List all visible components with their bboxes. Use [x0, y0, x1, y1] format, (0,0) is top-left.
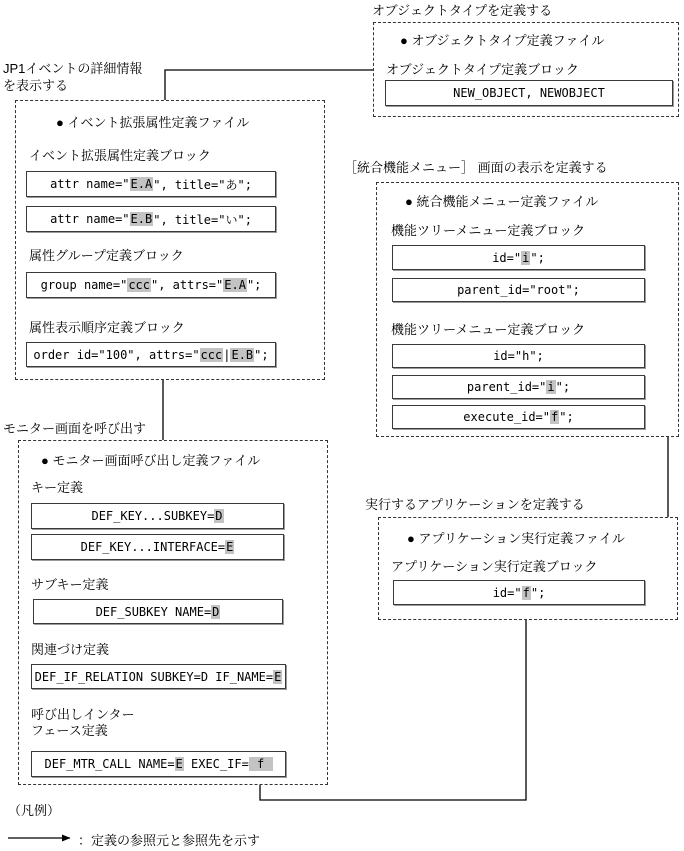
code-highlight: i	[547, 380, 555, 394]
code-text: ", attrs="	[151, 278, 224, 292]
caption-event-attr-line2: を表示する	[3, 78, 69, 93]
block-label-key: キー定義	[31, 480, 84, 495]
code-highlight: E.A	[224, 278, 246, 292]
caption-menu: ［統合機能メニュー］ 画面の表示を定義する	[344, 160, 608, 175]
code-text: ", title="あ";	[153, 177, 252, 192]
code-highlight: f	[551, 410, 559, 424]
code-text: DEF_KEY...INTERFACE=	[80, 540, 226, 554]
file-title-monitor: ● モニター画面呼び出し定義ファイル	[41, 453, 261, 468]
code-text: ";	[530, 585, 546, 600]
code-text: DEF_IF_RELATION SUBKEY=D IF_NAME=	[34, 669, 274, 684]
code-box-parent-i	[392, 375, 645, 399]
block-label-attr-order: 属性表示順序定義ブロック	[29, 320, 185, 335]
file-box-event-attr	[15, 100, 325, 380]
file-title-app: ● アプリケーション実行定義ファイル	[407, 531, 625, 546]
code-highlight: f	[522, 585, 530, 600]
code-box-execute-f	[392, 405, 645, 429]
caption-event-attr	[3, 60, 142, 94]
legend-arrow-description: ：定義の参照元と参照先を示す	[78, 833, 261, 848]
block-label-event-attr-1: イベント拡張属性定義ブロック	[29, 148, 211, 163]
block-label-call-interface-line1: 呼び出しインター	[31, 707, 135, 722]
code-highlight: D	[215, 509, 223, 523]
block-label-app: アプリケーション実行定義ブロック	[391, 559, 598, 574]
code-text: execute_id="	[463, 410, 550, 424]
code-text: attr name="	[50, 177, 130, 191]
code-box-def-if-relation	[31, 664, 286, 689]
connector-eventattr-to-objecttype	[165, 70, 375, 100]
code-text: attr name="	[50, 212, 130, 226]
code-box-new-object	[385, 80, 673, 106]
code-text: ";	[246, 278, 262, 292]
code-highlight: ccc	[200, 347, 223, 362]
file-title-event-attr: ● イベント拡張属性定義ファイル	[56, 115, 250, 130]
code-text: DEF_SUBKEY NAME=	[95, 604, 212, 619]
code-text: DEF_KEY...SUBKEY=	[91, 509, 215, 523]
code-text: ";	[254, 347, 269, 362]
caption-object-type: オブジェクトタイプを定義する	[372, 3, 553, 18]
code-text: ";	[555, 380, 571, 394]
code-box-parent-root	[392, 278, 645, 302]
code-highlight: i	[522, 250, 530, 265]
caption-event-attr-line1: JP1イベントの詳細情報	[3, 61, 143, 76]
block-label-attr-group: 属性グループ定義ブロック	[29, 248, 184, 263]
caption-app: 実行するアプリケーションを定義する	[365, 497, 585, 512]
legend-title: （凡例）	[8, 803, 61, 818]
code-highlight: D	[212, 604, 220, 619]
code-text: parent_id="	[466, 380, 547, 394]
block-label-call-interface	[31, 707, 134, 739]
code-box-id-f	[393, 580, 645, 605]
code-text: |	[223, 347, 231, 362]
code-box-order	[26, 342, 276, 367]
block-label-menu-tree-2: 機能ツリーメニュー定義ブロック	[391, 322, 586, 337]
code-box-id-i	[392, 245, 645, 270]
code-highlight: E.A	[130, 177, 153, 191]
code-text: DEF_MTR_CALL NAME=	[44, 757, 175, 771]
code-text: NEW_OBJECT, NEWOBJECT	[453, 86, 605, 100]
file-box-menu	[376, 182, 679, 437]
code-box-attr-ea	[26, 171, 276, 197]
code-text: ";	[559, 410, 574, 424]
code-highlight: E	[226, 540, 234, 554]
caption-monitor: モニター画面を呼び出す	[3, 421, 147, 436]
code-text: id="h";	[493, 349, 544, 363]
block-label-menu-tree-1: 機能ツリーメニュー定義ブロック	[391, 223, 586, 238]
code-text: id="	[492, 250, 522, 265]
code-box-def-key-subkey	[31, 503, 284, 529]
code-text: ";	[530, 250, 545, 265]
code-box-def-subkey	[33, 599, 283, 624]
code-text: EXEC_IF=	[183, 757, 249, 771]
block-label-call-interface-line2: フェース定義	[31, 723, 108, 738]
code-box-id-h	[392, 344, 645, 368]
code-box-attr-eb	[26, 206, 276, 232]
file-box-monitor	[18, 440, 328, 785]
code-highlight: E	[175, 757, 183, 771]
code-highlight: ccc	[128, 278, 150, 292]
code-box-group	[26, 272, 276, 298]
file-box-app	[378, 517, 678, 620]
file-title-menu: ● 統合機能メニュー定義ファイル	[405, 194, 599, 209]
file-title-object-type: ● オブジェクトタイプ定義ファイル	[400, 33, 605, 48]
code-highlight: E.B	[231, 347, 254, 362]
code-box-def-key-interface	[31, 534, 284, 560]
code-box-def-mtr-call	[31, 751, 286, 777]
code-highlight: E	[274, 669, 282, 684]
code-text: parent_id="root";	[457, 283, 580, 297]
code-text: order id="100", attrs="	[33, 347, 200, 362]
block-label-relation: 関連づけ定義	[31, 642, 110, 657]
block-label-subkey: サブキー定義	[31, 577, 109, 592]
code-highlight: E.B	[130, 212, 153, 226]
code-text: id="	[492, 585, 522, 600]
code-highlight: f	[249, 757, 272, 771]
file-box-object-type	[373, 22, 679, 117]
code-text: ", title="い";	[153, 212, 252, 227]
code-text: group name="	[40, 278, 128, 292]
block-label-object-type: オブジェクトタイプ定義ブロック	[386, 62, 579, 77]
